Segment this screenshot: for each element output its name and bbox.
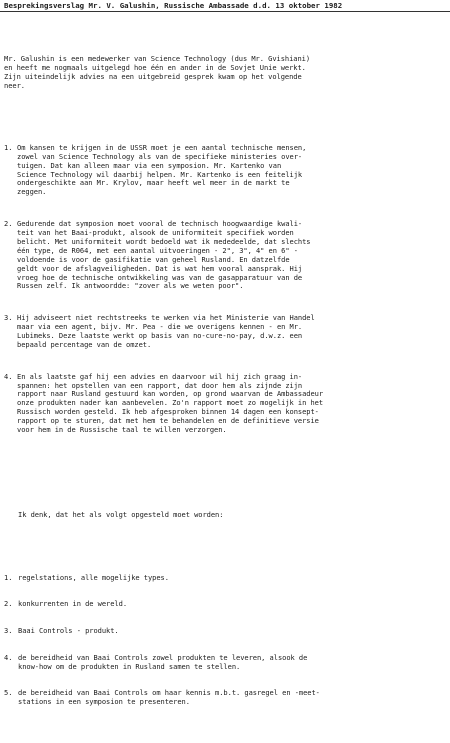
list-item-number: 3. (4, 313, 13, 323)
outline-item-number: 5. (4, 688, 13, 698)
outline-item-number: 4. (4, 652, 13, 662)
intro-paragraph: Mr. Galushin is een medewerker van Science Technology (dus Mr. Gvishiani) en heeft me nogmaals uitgelegd hoe één en ander in de Sovjet Unie werkt. Zijn uiteindelijk advies na een uitgebreid gesprek kwam op het volgende neer. (4, 53, 311, 90)
list-item-number: 2. (4, 219, 13, 229)
outline-item-number: 1. (4, 572, 13, 582)
document-body (4, 37, 446, 743)
list-item-text: Om kansen te krijgen in de USSR moet je een aantal technische mensen, zowel van Science Technology als van de specifieke ministeries over- tuigen. Dat kan alleen maar via een symposion. Mr. Kartenko van Science Technology wil daarbij helpen. Mr. Kartenko is een feitelijk ondergeschikte aan Mr. Krylov, maar heeft wel meer in de markt te zeggen. (17, 142, 307, 197)
outline-item (4, 689, 446, 707)
outline-item-text: de bereidheid van Baai Controls om haar kennis m.b.t. gasregel en -meet- stations in een symposion te presenteren. (18, 688, 320, 707)
outline-item-text: de bereidheid van Baai Controls zowel produkten te leveren, alsook de know-how om de produkten in Rusland samen te stellen. (18, 652, 308, 671)
list-item (4, 144, 446, 197)
list-item (4, 314, 446, 350)
outline-item-number: 3. (4, 625, 13, 635)
outline-item (4, 654, 446, 672)
list-item (4, 220, 446, 291)
list-item-text: Hij adviseert niet rechtstreeks te werken via het Ministerie van Handel maar via een agent, bijv. Mr. Pea - die we overigens kennen - en Mr. Lubimeks. Deze laatste werkt op basis van no-cure-no-pay, d.w.z. een bepaald percentage van de omzet. (17, 313, 315, 349)
outline-item-text: konkurrenten in de wereld. (18, 599, 128, 609)
outline-item-text: Baai Controls - produkt. (18, 625, 119, 635)
list-item-text: En als laatste gaf hij een advies en daarvoor wil hij zich graag in- spannen: het opstellen van een rapport, dat door hem als zijnde zijn rapport naar Rusland gestuurd kan worden, op grond waarvan de Ambassadeur onze produkten nader kan aanbevelen. Zo'n rapport moet zo mogelijk in het Russisch worden gesteld. Ik heb afgesproken binnen 14 dagen een konsept- rapport op te sturen, dat met hem te behandelen en de definitieve versie voor hem in de Russische taal te willen verzorgen. (17, 371, 324, 435)
list-item-number: 1. (4, 142, 13, 152)
document-title: Besprekingsverslag Mr. V. Galushin, Russische Ambassade d.d. 13 oktober 1982 (4, 1, 343, 10)
points-list (4, 126, 446, 458)
outline-item-text: regelstations, alle mogelijke types. (18, 572, 169, 582)
list-item (4, 373, 446, 435)
outline-item-number: 2. (4, 599, 13, 609)
spacer (4, 484, 446, 493)
header-divider (0, 11, 450, 12)
outline-item (4, 600, 446, 609)
outline-item (4, 574, 446, 583)
list-item-text: Gedurende dat symposion moet vooral de technisch hoogwaardige kwali- teit van het Baai-produkt, alsook de uniformiteit specifiek worden belicht. Met uniformiteit wordt bedoeld wat ik mededeelde, dat slechts één type, de R064, met een aantal uitvoeringen - 2", 3", 4" en 6" - voldoende is voor de gasifikatie van geheel Rusland. En datzelfde geldt voor de afslagveiligheden. Dat is wat hem vooral aansprak. Hij vroeg hoe de technische ontwikkeling was van de gasapparatuur van de Russen zelf. Ik antwoordde: "zover als we weten poor". (17, 219, 311, 291)
outline-intro: Ik denk, dat het als volgt opgesteld moet worden: (18, 510, 224, 520)
list-item-number: 4. (4, 371, 13, 381)
outline-item (4, 627, 446, 636)
outline-list (4, 556, 446, 725)
